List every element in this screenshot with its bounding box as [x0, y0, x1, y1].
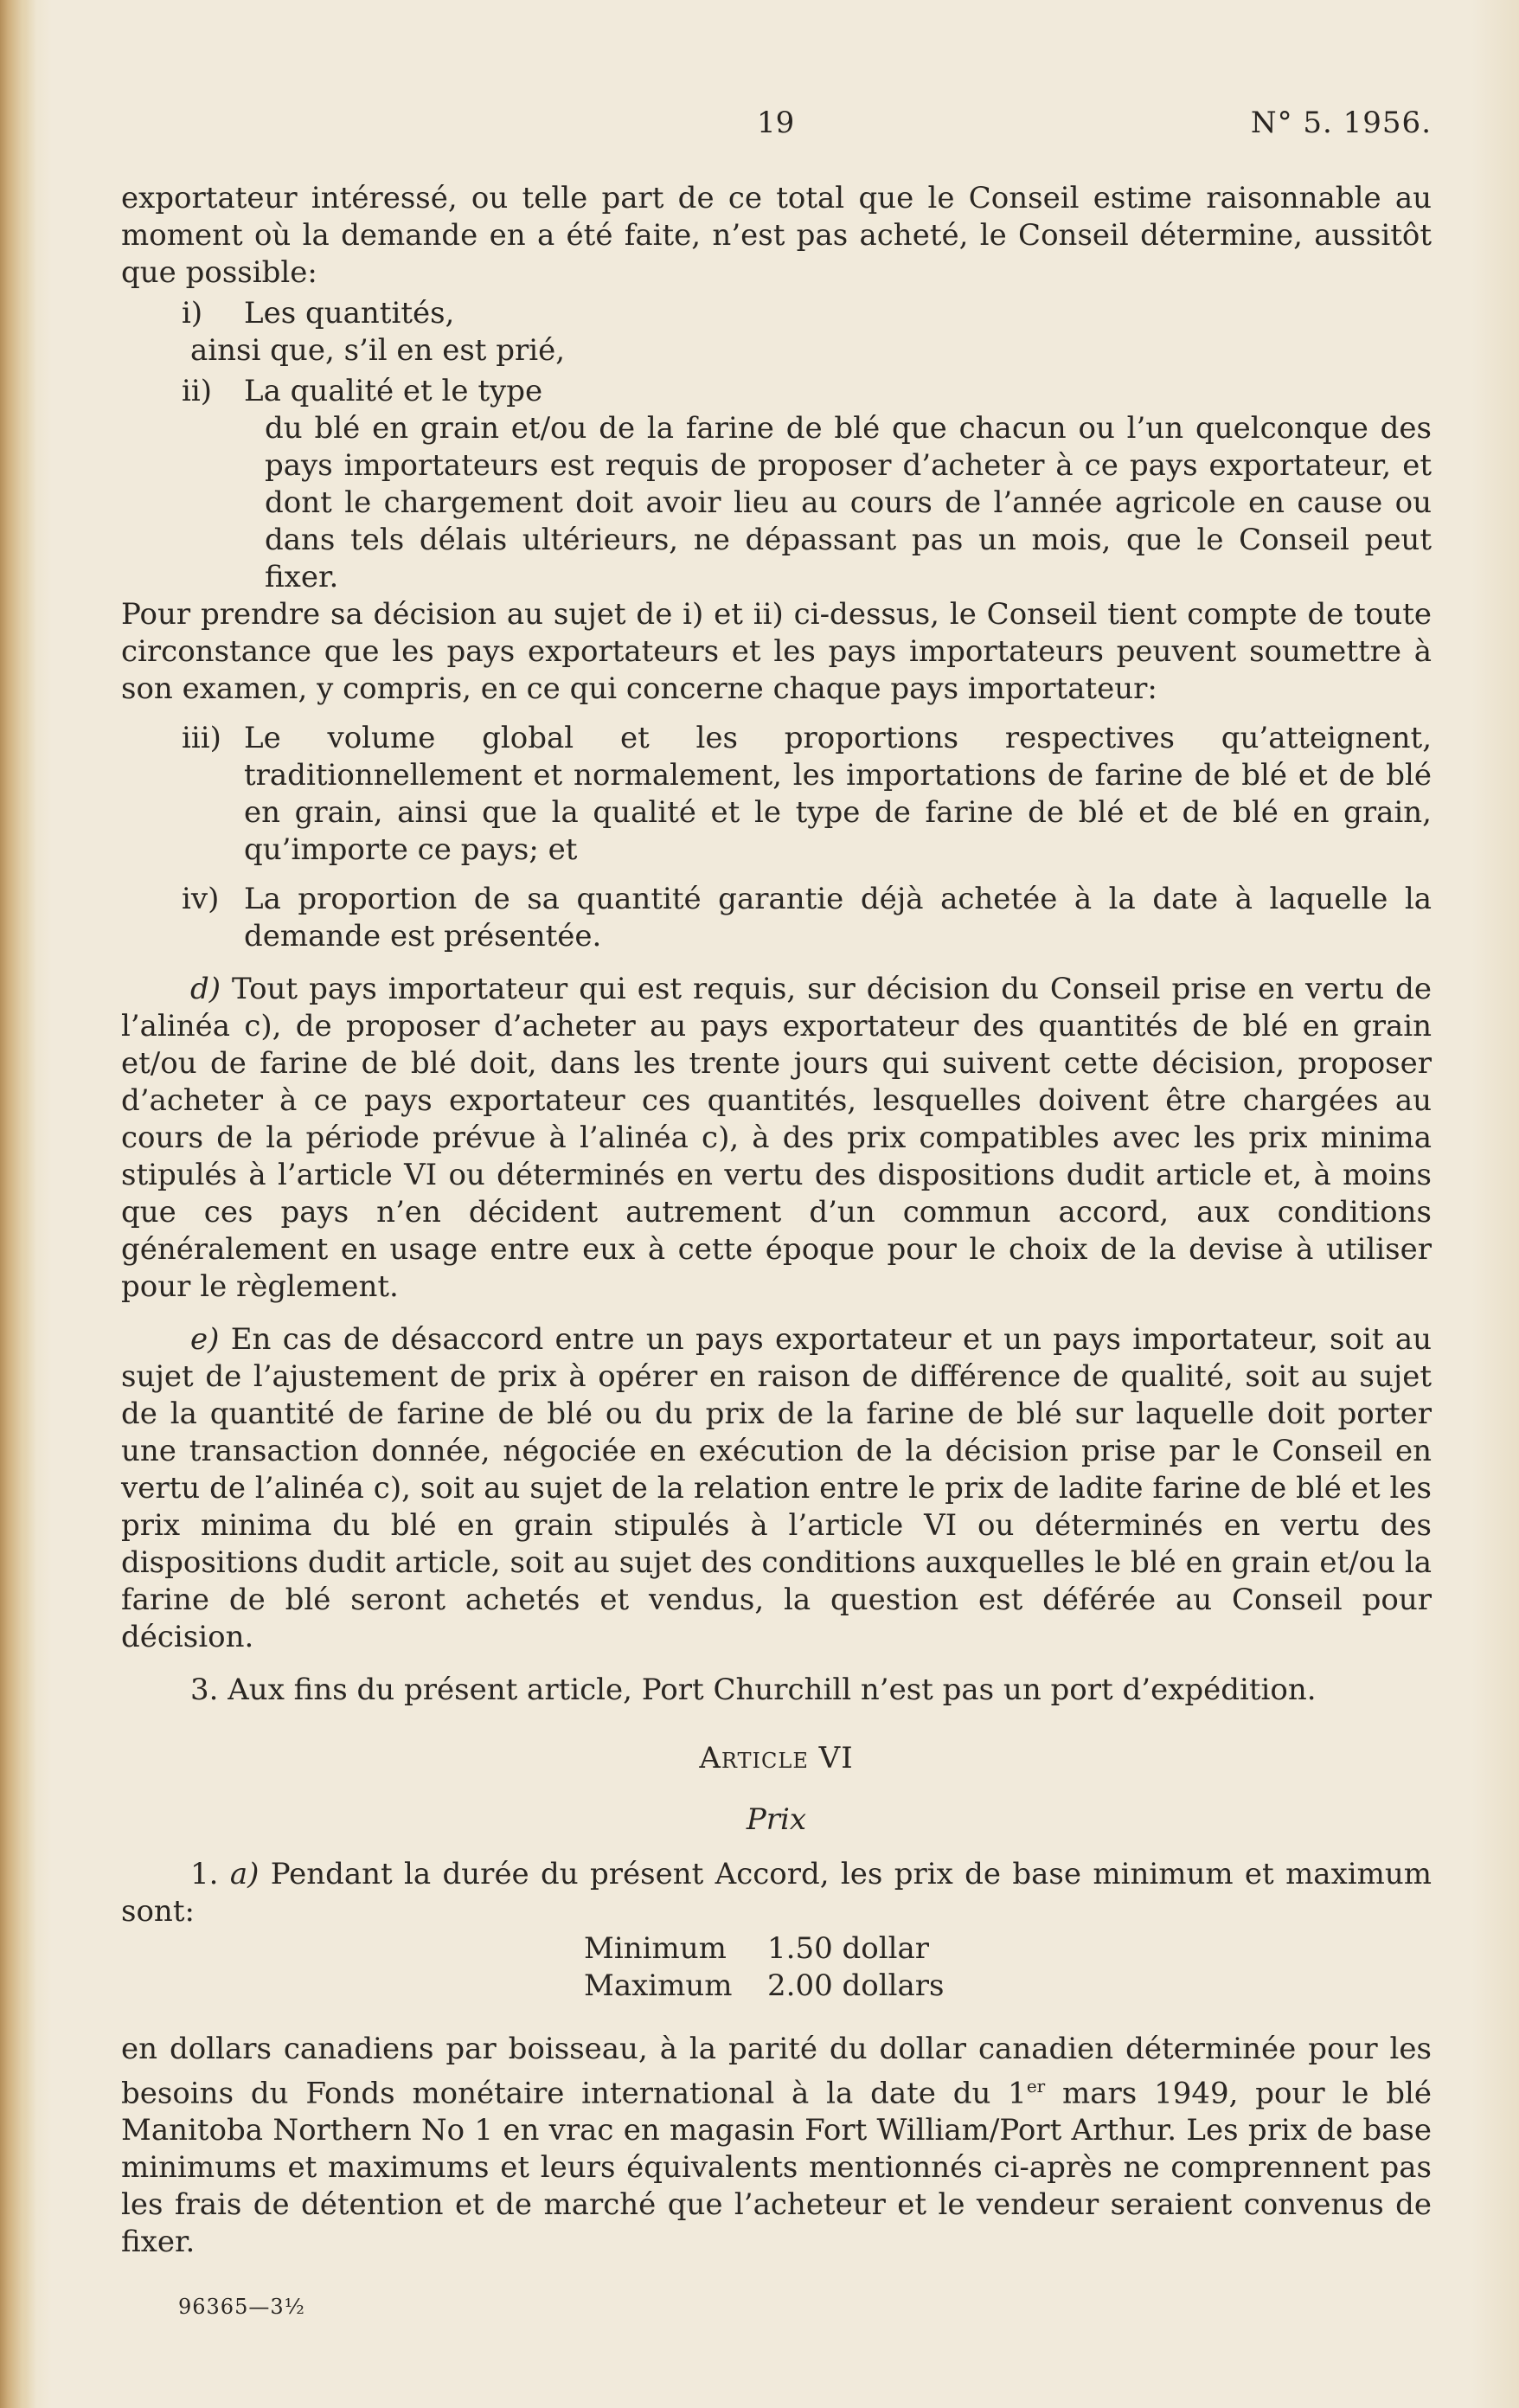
- clause-label: e): [190, 1322, 220, 1357]
- clause-label: d): [190, 972, 221, 1006]
- list-number: iv): [182, 882, 220, 916]
- section-1-intro: [121, 1856, 1432, 1930]
- list-number: i): [182, 296, 203, 331]
- paragraph-e: [121, 1321, 1432, 1656]
- list-continuation: ainsi que, s’il en est prié,: [190, 333, 566, 368]
- price-table: [121, 1930, 1432, 2005]
- price-label: Minimum: [584, 1931, 727, 1966]
- list-text: La qualité et le type: [244, 374, 543, 408]
- article-subheading: Prix: [746, 1802, 807, 1837]
- paragraph-3: 3. Aux fins du présent article, Port Churchill n’est pas un port d’expédition.: [190, 1673, 1317, 1707]
- list-item-i: [121, 295, 1432, 332]
- document-reference: N° 5. 1956.: [1250, 106, 1432, 140]
- list-number: iii): [182, 721, 221, 755]
- list-text: Les quantités,: [244, 296, 455, 331]
- closing-text-continued: mars 1949, pour le blé Manitoba Northern No 1 en vrac en magasin Fort William/Port Arthur. Les prix de base minimums et maximums et leurs équivalents mentionnés ci-après ne comprennent pas les frais de détention et de marché que l’acheteur et le vendeur seraient convenus de fixer.: [121, 2076, 1432, 2260]
- clause-text: Pendant la durée du présent Accord, les prix de base minimum et maximum sont:: [121, 1857, 1432, 1929]
- paragraph-d: [121, 971, 1432, 1306]
- list-item-ii: [121, 373, 1432, 410]
- price-label: Maximum: [584, 1968, 733, 2003]
- list-text: Le volume global et les proportions respectives qu’atteignent, traditionnellement et normalement, les importations de farine de blé et de blé en grain, ainsi que la qualité et le type de farine de blé et de blé en grain, qu’importe ce pays; et: [244, 721, 1432, 867]
- page-header: [121, 106, 1432, 149]
- paragraph-continuation: exportateur intéressé, ou telle part de ce total que le Conseil estime raisonnable au moment où la demande en a été faite, n’est pas acheté, le Conseil détermine, aussitôt que possible:: [121, 181, 1432, 290]
- closing-text: en dollars canadiens par boisseau, à la parité du dollar canadien déterminée pour les besoins du Fonds monétaire international à la date du 1: [121, 2032, 1432, 2111]
- clause-label: a): [229, 1857, 260, 1891]
- list-item-iii: [121, 720, 1432, 869]
- article-heading: Article VI: [699, 1741, 854, 1775]
- list-item-iv: [121, 881, 1432, 955]
- section-number: 1.: [190, 1857, 219, 1891]
- page-number: 19: [757, 106, 795, 140]
- superscript: er: [1026, 2076, 1046, 2097]
- price-row-minimum: [584, 1930, 1432, 1968]
- clause-text: Tout pays importateur qui est requis, sur décision du Conseil prise en vertu de l’alinéa c), de proposer d’acheter au pays exportateur des quantités de blé en grain et/ou de farine de blé doit, dans les trente jours qui suivent cette décision, proposer d’acheter à ce pays exportateur ces quantités, lesquelles doivent être chargées au cours de la période prévue à l’alinéa c), à des prix compatibles avec les prix minima stipulés à l’article VI ou déterminés en vertu des dispositions dudit article et, à moins que ces pays n’en décident autrement d’un commun accord, aux conditions généralement en usage entre eux à cette époque pour le choix de la devise à utiliser pour le règlement.: [121, 972, 1432, 1304]
- clause-text: En cas de désaccord entre un pays exportateur et un pays importateur, soit au sujet de l’ajustement de prix à opérer en raison de différence de qualité, soit au sujet de la quantité de farine de blé ou du prix de la farine de blé sur laquelle doit porter une transaction donnée, négociée en exécution de la décision prise par le Conseil en vertu de l’alinéa c), soit au sujet de la relation entre le prix de ladite farine de blé et les prix minima du blé en grain stipulés à l’article VI ou déterminés en vertu des dispositions dudit article, soit au sujet des conditions auxquelles le blé en grain et/ou la farine de blé seront achetés et vendus, la question est déférée au Conseil pour décision.: [121, 1322, 1432, 1654]
- list-body: du blé en grain et/ou de la farine de blé que chacun ou l’un quelconque des pays importateurs est requis de proposer d’acheter à ce pays exportateur, et dont le chargement doit avoir lieu au cours de l’année agricole en cause ou dans tels délais ultérieurs, ne dépassant pas un mois, que le Conseil peut fixer.: [265, 411, 1432, 594]
- list-text: La proportion de sa quantité garantie déjà achetée à la date à laquelle la demande est présentée.: [244, 882, 1432, 954]
- book-spine-shadow: [0, 0, 36, 2408]
- price-row-maximum: [584, 1968, 1432, 2005]
- section-1-closing: [121, 2031, 1432, 2261]
- list-number: ii): [182, 374, 213, 408]
- paragraph: Pour prendre sa décision au sujet de i) et ii) ci-dessus, le Conseil tient compte de toute circonstance que les pays exportateurs et les pays importateurs peuvent soumettre à son examen, y compris, en ce qui concerne chaque pays importateur:: [121, 597, 1432, 706]
- price-value: 1.50 dollar: [767, 1931, 930, 1966]
- price-value: 2.00 dollars: [767, 1968, 945, 2003]
- print-code: 96365—3½: [178, 2295, 305, 2319]
- page-body: [121, 180, 1432, 2261]
